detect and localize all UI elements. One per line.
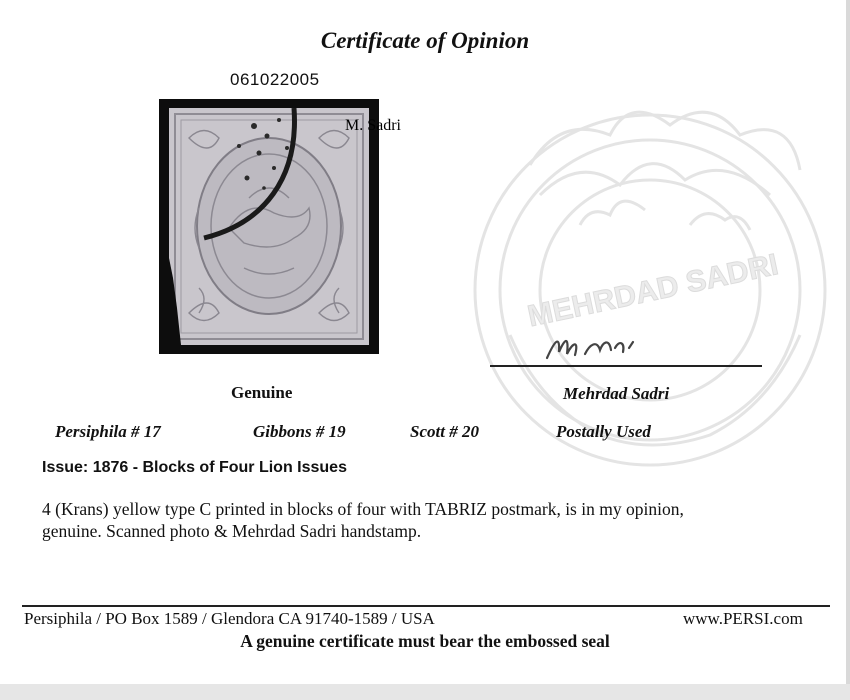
- embossed-seal: [470, 75, 845, 505]
- signature-text: M. Sadri: [345, 117, 401, 134]
- footer-rule: [22, 605, 830, 607]
- signature-line: [490, 365, 762, 367]
- description-text: 4 (Krans) yellow type C printed in blocks of four with TABRIZ postmark, is in my opinion, genuine. Scanned photo & Mehrdad Sadri handstamp.: [42, 499, 684, 541]
- expert-name: Mehrdad Sadri: [563, 384, 670, 403]
- condition-label: Postally Used: [556, 422, 651, 441]
- seal-text: MEHRDAD SADRI: [524, 248, 782, 334]
- certificate-title: Certificate of Opinion: [320, 28, 530, 53]
- footer-notice: A genuine certificate must bear the embossed seal: [240, 631, 610, 651]
- page-edge-right: [846, 0, 850, 700]
- verdict-label: Genuine: [231, 383, 293, 402]
- gibbons-number: Gibbons # 19: [253, 422, 346, 441]
- footer-address: Persiphila / PO Box 1589 / Glendora CA 91740-1589 / USA: [24, 609, 435, 628]
- page-edge-bottom: [0, 684, 850, 700]
- issue-line: Issue: 1876 - Blocks of Four Lion Issues: [42, 459, 347, 476]
- lion-stamp-image: [169, 108, 369, 345]
- persiphila-number: Persiphila # 17: [55, 422, 161, 441]
- scott-number: Scott # 20: [410, 422, 479, 441]
- stamp-photo: [159, 99, 379, 354]
- certificate-number: 061022005: [230, 70, 320, 89]
- footer-website: www.PERSI.com: [683, 609, 803, 628]
